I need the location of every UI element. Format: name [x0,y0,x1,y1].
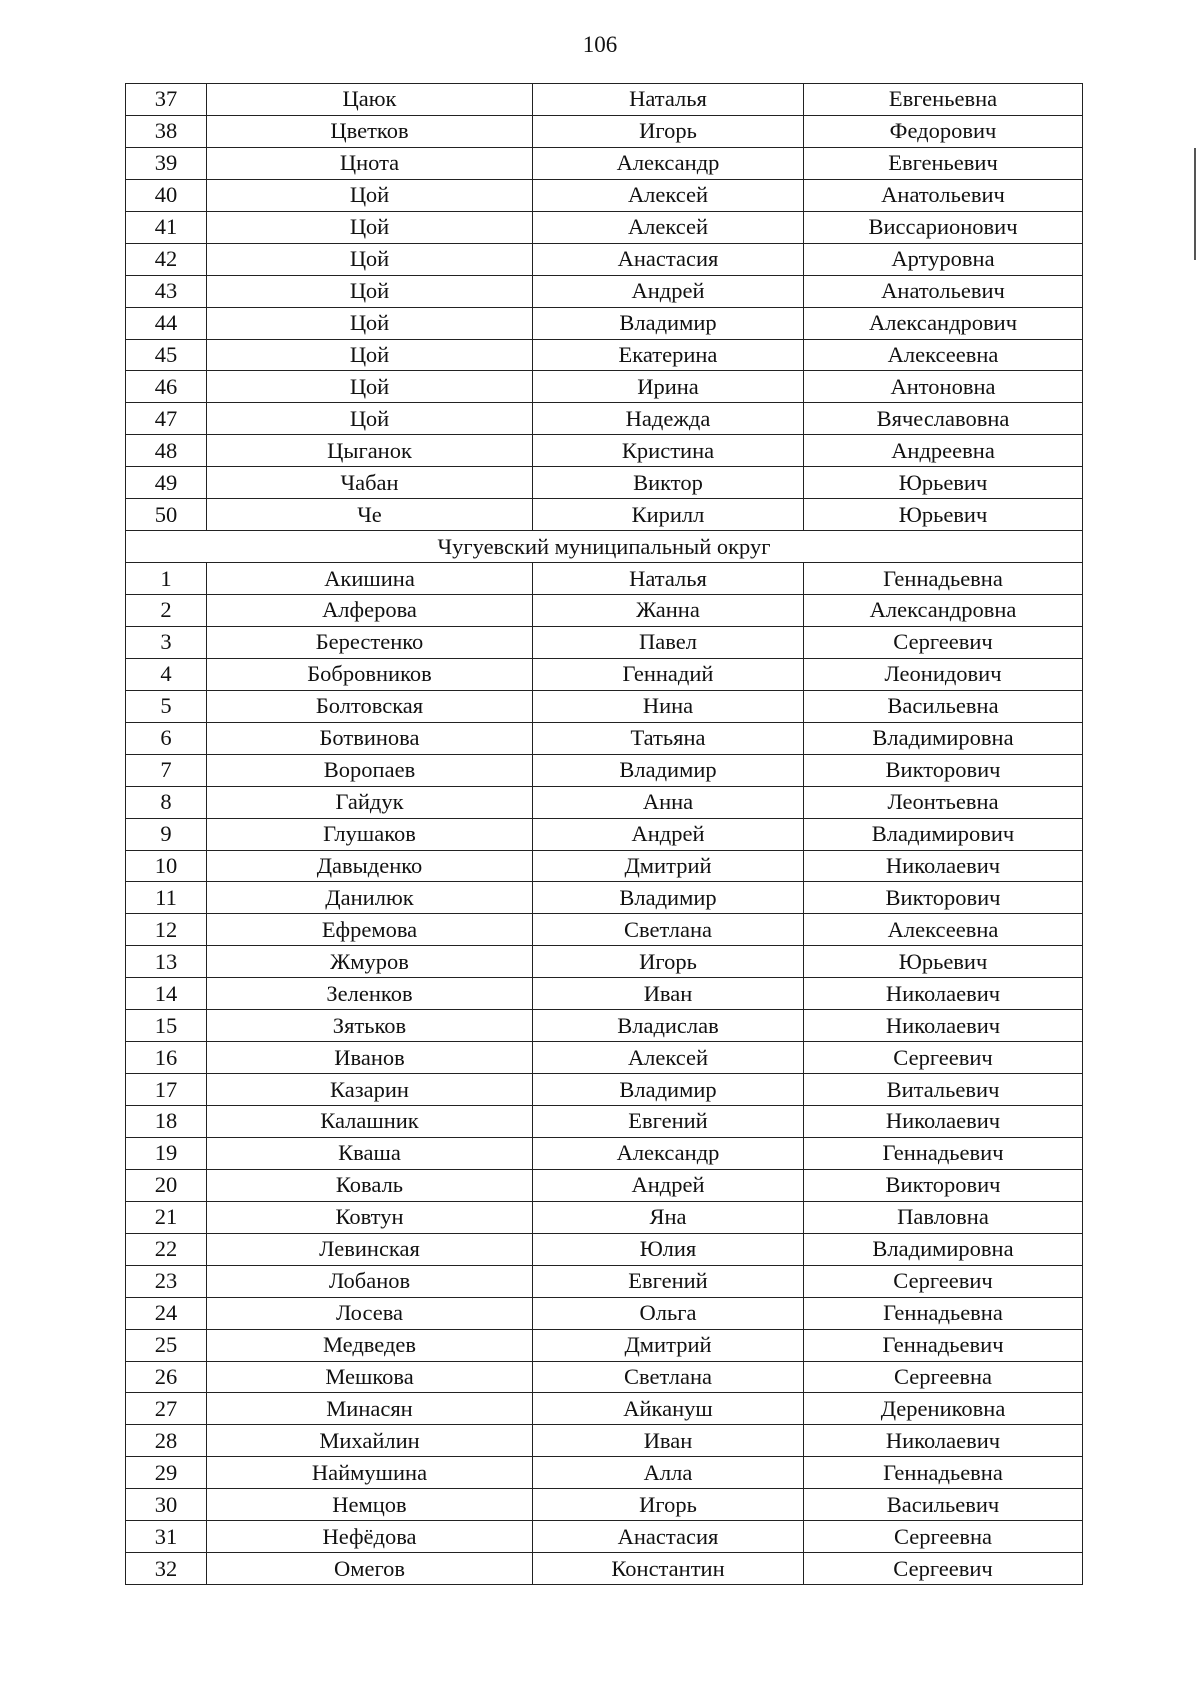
table-row [126,403,1083,435]
patronymic-cell: Алексеевна [804,339,1083,371]
patronymic-cell: Витальевич [804,1074,1083,1106]
first-name-cell: Константин [533,1553,804,1585]
patronymic-cell: Алексеевна [804,914,1083,946]
surname-cell: Цой [207,403,533,435]
surname-cell: Берестенко [207,626,533,658]
first-name-cell: Александр [533,1137,804,1169]
patronymic-cell: Сергеевич [804,1553,1083,1585]
table-row [126,882,1083,914]
table-row [126,1106,1083,1138]
surname-cell: Цой [207,243,533,275]
first-name-cell: Алексей [533,1042,804,1074]
table-row [126,595,1083,627]
surname-cell: Нефёдова [207,1521,533,1553]
patronymic-cell: Геннадьевна [804,1457,1083,1489]
first-name-cell: Кристина [533,435,804,467]
first-name-cell: Иван [533,978,804,1010]
patronymic-cell: Владимировна [804,1233,1083,1265]
first-name-cell: Айкануш [533,1393,804,1425]
roster-body [126,84,1083,1585]
surname-cell: Минасян [207,1393,533,1425]
surname-cell: Цой [207,339,533,371]
patronymic-cell: Юрьевич [804,499,1083,531]
surname-cell: Цой [207,307,533,339]
first-name-cell: Евгений [533,1106,804,1138]
row-number-cell: 22 [126,1233,207,1265]
surname-cell: Цнота [207,147,533,179]
table-row [126,946,1083,978]
first-name-cell: Андрей [533,818,804,850]
row-number-cell: 50 [126,499,207,531]
row-number-cell: 12 [126,914,207,946]
first-name-cell: Анастасия [533,1521,804,1553]
surname-cell: Цой [207,275,533,307]
row-number-cell: 4 [126,658,207,690]
patronymic-cell: Васильевна [804,690,1083,722]
patronymic-cell: Леонидович [804,658,1083,690]
surname-cell: Коваль [207,1169,533,1201]
first-name-cell: Евгений [533,1265,804,1297]
table-row [126,435,1083,467]
row-number-cell: 23 [126,1265,207,1297]
patronymic-cell: Геннадьевна [804,1297,1083,1329]
table-row [126,1553,1083,1585]
table-row [126,1521,1083,1553]
row-number-cell: 38 [126,115,207,147]
first-name-cell: Андрей [533,1169,804,1201]
first-name-cell: Нина [533,690,804,722]
table-row [126,1137,1083,1169]
patronymic-cell: Павловна [804,1201,1083,1233]
row-number-cell: 16 [126,1042,207,1074]
table-row [126,1233,1083,1265]
patronymic-cell: Андреевна [804,435,1083,467]
row-number-cell: 21 [126,1201,207,1233]
table-row [126,339,1083,371]
row-number-cell: 10 [126,850,207,882]
table-row [126,1265,1083,1297]
table-row [126,1074,1083,1106]
first-name-cell: Ирина [533,371,804,403]
scan-edge-mark [1194,148,1196,260]
patronymic-cell: Дерениковна [804,1393,1083,1425]
row-number-cell: 25 [126,1329,207,1361]
surname-cell: Омегов [207,1553,533,1585]
row-number-cell: 19 [126,1137,207,1169]
surname-cell: Иванов [207,1042,533,1074]
patronymic-cell: Николаевич [804,850,1083,882]
first-name-cell: Игорь [533,946,804,978]
page-number: 106 [582,32,618,57]
patronymic-cell: Сергеевна [804,1361,1083,1393]
table-row [126,1425,1083,1457]
table-row [126,84,1083,116]
row-number-cell: 37 [126,84,207,116]
table-row [126,978,1083,1010]
first-name-cell: Анастасия [533,243,804,275]
table-row [126,818,1083,850]
first-name-cell: Ольга [533,1297,804,1329]
patronymic-cell: Николаевич [804,1106,1083,1138]
first-name-cell: Андрей [533,275,804,307]
surname-cell: Михайлин [207,1425,533,1457]
first-name-cell: Владимир [533,307,804,339]
patronymic-cell: Николаевич [804,1010,1083,1042]
patronymic-cell: Федорович [804,115,1083,147]
patronymic-cell: Вячеславовна [804,403,1083,435]
row-number-cell: 6 [126,722,207,754]
table-row [126,722,1083,754]
table-row [126,690,1083,722]
first-name-cell: Кирилл [533,499,804,531]
surname-cell: Цой [207,371,533,403]
table-row [126,243,1083,275]
roster-table [125,83,1083,1585]
first-name-cell: Татьяна [533,722,804,754]
table-row [126,275,1083,307]
section-header-row [126,531,1083,563]
table-row [126,563,1083,595]
surname-cell: Калашник [207,1106,533,1138]
first-name-cell: Юлия [533,1233,804,1265]
patronymic-cell: Виссарионович [804,211,1083,243]
surname-cell: Кваша [207,1137,533,1169]
patronymic-cell: Антоновна [804,371,1083,403]
surname-cell: Ефремова [207,914,533,946]
surname-cell: Цаюк [207,84,533,116]
row-number-cell: 32 [126,1553,207,1585]
surname-cell: Глушаков [207,818,533,850]
table-row [126,1169,1083,1201]
row-number-cell: 3 [126,626,207,658]
table-row [126,1010,1083,1042]
row-number-cell: 42 [126,243,207,275]
patronymic-cell: Юрьевич [804,467,1083,499]
patronymic-cell: Евгеньевич [804,147,1083,179]
patronymic-cell: Юрьевич [804,946,1083,978]
table-row [126,1201,1083,1233]
surname-cell: Цой [207,179,533,211]
patronymic-cell: Владимировна [804,722,1083,754]
row-number-cell: 28 [126,1425,207,1457]
row-number-cell: 1 [126,563,207,595]
surname-cell: Воропаев [207,754,533,786]
first-name-cell: Жанна [533,595,804,627]
surname-cell: Давыденко [207,850,533,882]
first-name-cell: Светлана [533,1361,804,1393]
table-row [126,147,1083,179]
surname-cell: Лобанов [207,1265,533,1297]
table-row [126,786,1083,818]
surname-cell: Зеленков [207,978,533,1010]
row-number-cell: 27 [126,1393,207,1425]
row-number-cell: 43 [126,275,207,307]
first-name-cell: Анна [533,786,804,818]
row-number-cell: 13 [126,946,207,978]
patronymic-cell: Викторович [804,882,1083,914]
table-row [126,179,1083,211]
surname-cell: Цой [207,211,533,243]
first-name-cell: Владислав [533,1010,804,1042]
surname-cell: Мешкова [207,1361,533,1393]
first-name-cell: Екатерина [533,339,804,371]
patronymic-cell: Геннадьевна [804,563,1083,595]
row-number-cell: 48 [126,435,207,467]
row-number-cell: 2 [126,595,207,627]
first-name-cell: Геннадий [533,658,804,690]
table-row [126,1297,1083,1329]
row-number-cell: 15 [126,1010,207,1042]
patronymic-cell: Викторович [804,1169,1083,1201]
first-name-cell: Владимир [533,1074,804,1106]
surname-cell: Бобровников [207,658,533,690]
row-number-cell: 5 [126,690,207,722]
first-name-cell: Наталья [533,563,804,595]
surname-cell: Лосева [207,1297,533,1329]
row-number-cell: 40 [126,179,207,211]
row-number-cell: 18 [126,1106,207,1138]
patronymic-cell: Геннадьевич [804,1137,1083,1169]
patronymic-cell: Леонтьевна [804,786,1083,818]
surname-cell: Казарин [207,1074,533,1106]
patronymic-cell: Владимирович [804,818,1083,850]
table-row [126,115,1083,147]
table-row [126,1393,1083,1425]
first-name-cell: Светлана [533,914,804,946]
patronymic-cell: Евгеньевна [804,84,1083,116]
first-name-cell: Игорь [533,1489,804,1521]
first-name-cell: Алла [533,1457,804,1489]
patronymic-cell: Александрович [804,307,1083,339]
patronymic-cell: Сергеевич [804,1265,1083,1297]
row-number-cell: 31 [126,1521,207,1553]
table-row [126,371,1083,403]
table-row [126,658,1083,690]
first-name-cell: Алексей [533,211,804,243]
patronymic-cell: Николаевич [804,1425,1083,1457]
patronymic-cell: Артуровна [804,243,1083,275]
row-number-cell: 30 [126,1489,207,1521]
patronymic-cell: Сергеевич [804,1042,1083,1074]
first-name-cell: Игорь [533,115,804,147]
row-number-cell: 44 [126,307,207,339]
first-name-cell: Дмитрий [533,850,804,882]
surname-cell: Немцов [207,1489,533,1521]
surname-cell: Болтовская [207,690,533,722]
row-number-cell: 41 [126,211,207,243]
surname-cell: Жмуров [207,946,533,978]
patronymic-cell: Александровна [804,595,1083,627]
patronymic-cell: Николаевич [804,978,1083,1010]
first-name-cell: Яна [533,1201,804,1233]
table-row [126,467,1083,499]
surname-cell: Че [207,499,533,531]
table-row [126,211,1083,243]
row-number-cell: 46 [126,371,207,403]
surname-cell: Зятьков [207,1010,533,1042]
table-row [126,754,1083,786]
table-row [126,1329,1083,1361]
row-number-cell: 39 [126,147,207,179]
patronymic-cell: Васильевич [804,1489,1083,1521]
patronymic-cell: Викторович [804,754,1083,786]
table-row [126,1361,1083,1393]
table-row [126,850,1083,882]
first-name-cell: Дмитрий [533,1329,804,1361]
first-name-cell: Алексей [533,179,804,211]
table-row [126,914,1083,946]
surname-cell: Цыганок [207,435,533,467]
surname-cell: Медведев [207,1329,533,1361]
table-row [126,626,1083,658]
patronymic-cell: Сергеевич [804,626,1083,658]
surname-cell: Ковтун [207,1201,533,1233]
surname-cell: Гайдук [207,786,533,818]
row-number-cell: 26 [126,1361,207,1393]
row-number-cell: 24 [126,1297,207,1329]
surname-cell: Чабан [207,467,533,499]
row-number-cell: 7 [126,754,207,786]
first-name-cell: Владимир [533,754,804,786]
first-name-cell: Виктор [533,467,804,499]
row-number-cell: 45 [126,339,207,371]
table-row [126,307,1083,339]
surname-cell: Левинская [207,1233,533,1265]
first-name-cell: Надежда [533,403,804,435]
row-number-cell: 8 [126,786,207,818]
surname-cell: Цветков [207,115,533,147]
first-name-cell: Владимир [533,882,804,914]
first-name-cell: Александр [533,147,804,179]
section-title: Чугуевский муниципальный округ [126,531,1083,563]
first-name-cell: Иван [533,1425,804,1457]
row-number-cell: 14 [126,978,207,1010]
patronymic-cell: Анатольевич [804,179,1083,211]
row-number-cell: 47 [126,403,207,435]
patronymic-cell: Сергеевна [804,1521,1083,1553]
table-row [126,1489,1083,1521]
row-number-cell: 20 [126,1169,207,1201]
surname-cell: Данилюк [207,882,533,914]
patronymic-cell: Анатольевич [804,275,1083,307]
table-row [126,1042,1083,1074]
surname-cell: Алферова [207,595,533,627]
table-row [126,1457,1083,1489]
row-number-cell: 29 [126,1457,207,1489]
row-number-cell: 11 [126,882,207,914]
table-row [126,499,1083,531]
row-number-cell: 49 [126,467,207,499]
row-number-cell: 17 [126,1074,207,1106]
first-name-cell: Павел [533,626,804,658]
row-number-cell: 9 [126,818,207,850]
surname-cell: Наймушина [207,1457,533,1489]
first-name-cell: Наталья [533,84,804,116]
patronymic-cell: Геннадьевич [804,1329,1083,1361]
surname-cell: Ботвинова [207,722,533,754]
surname-cell: Акишина [207,563,533,595]
